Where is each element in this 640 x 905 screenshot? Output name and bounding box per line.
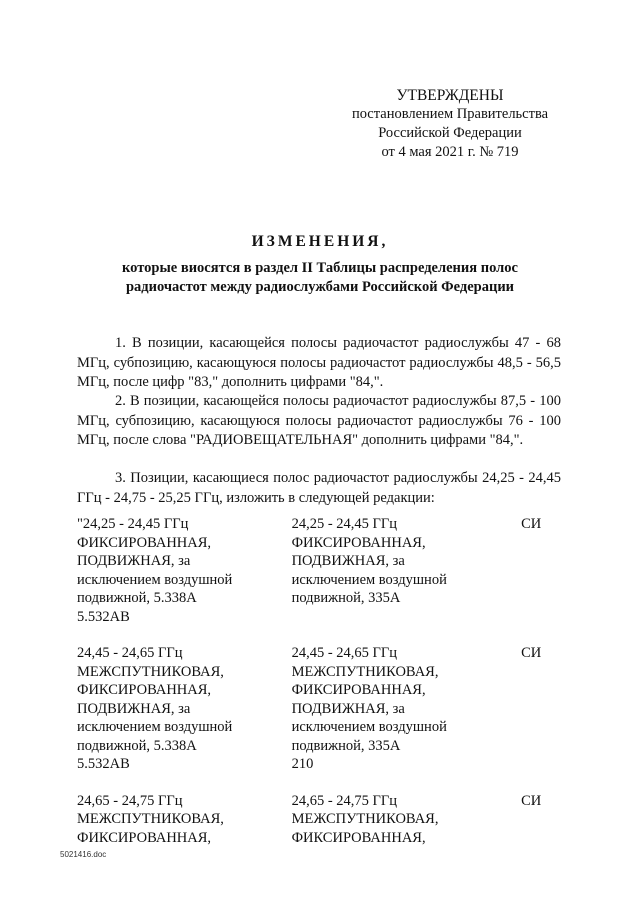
cell-line: МЕЖСПУТНИКОВАЯ, [291, 663, 439, 680]
document-title: ИЗМЕНЕНИЯ, [251, 233, 389, 250]
document-subtitle [0, 259, 640, 297]
cell-line: 24,45 - 24,65 ГГц [291, 645, 398, 661]
cell-line: подвижной, 5.338А [77, 590, 197, 606]
cell-line: подвижной, 5.338А [77, 737, 197, 754]
cell-line: подвижной, 335А [291, 590, 401, 606]
cell-current [77, 515, 292, 626]
cell-line: ПОДВИЖНАЯ, за [291, 700, 405, 717]
cell-line: ФИКСИРОВАННАЯ, [77, 829, 212, 846]
paragraph-2 [77, 392, 561, 451]
cell-national [292, 644, 522, 774]
cell-line: исключением воздушной [291, 719, 447, 735]
cell-line: ФИКСИРОВАННАЯ, [291, 829, 426, 846]
cell-line: исключением воздушной [291, 571, 447, 588]
approval-block [340, 86, 560, 162]
table-row [77, 792, 561, 848]
cell-line: подвижной, 335А [291, 737, 401, 754]
cell-line: МЕЖСПУТНИКОВАЯ, [291, 811, 439, 827]
paragraph-text: 3. Позиции, касающиеся полос радиочастот радиослужбы 24,25 - 24,45 ГГц - 24,75 - 25,25 ГГц, изложить в следующей редакции: [77, 470, 561, 506]
cell-line: 24,65 - 24,75 ГГц [291, 792, 398, 809]
cell-line: 24,25 - 24,45 ГГц [291, 516, 398, 532]
cell-line: ПОДВИЖНАЯ, за [77, 700, 191, 717]
subtitle-line: радиочастот между радиослужбами Российской Федерации [125, 279, 515, 295]
cell-national [292, 792, 522, 848]
subtitle-line: которые виосятся в раздел II Таблицы распределения полос [122, 260, 518, 276]
cell-line: МЕЖСПУТНИКОВАЯ, [77, 663, 224, 680]
approval-line: Российской Федерации [378, 125, 522, 141]
cell-line: "24,25 - 24,45 ГГц [77, 516, 189, 532]
paragraph-3 [77, 469, 561, 508]
cell-category: СИ [521, 516, 542, 532]
approval-line: постановлением Правительства [351, 106, 549, 122]
cell-line: 5.532АВ [77, 756, 130, 772]
cell-line: ФИКСИРОВАННАЯ, [291, 682, 426, 698]
cell-category: СИ [521, 792, 542, 809]
cell-line: 5.532АВ [77, 608, 130, 625]
cell-line: ФИКСИРОВАННАЯ, [77, 534, 212, 551]
cell-line: 24,65 - 24,75 ГГц [77, 792, 183, 809]
cell-line: ФИКСИРОВАННАЯ, [291, 534, 426, 551]
paragraph-text: 1. В позиции, касающейся полосы радиочастот радиослужбы 47 - 68 МГц, субпозицию, касающуюся полосы радиочастот радиослужбы 48,5 - 56,5 МГц, после цифр "83," дополнить цифрами "84,". [77, 335, 561, 390]
frequency-table [77, 515, 561, 865]
cell-category: СИ [521, 645, 542, 661]
approval-line: от 4 мая 2021 г. № 719 [381, 144, 519, 160]
table-row [77, 644, 561, 774]
file-name: 5021416.doc [60, 850, 107, 859]
paragraph-1 [77, 334, 561, 393]
cell-line: МЕЖСПУТНИКОВАЯ, [77, 811, 224, 827]
approval-title: УТВЕРЖДЕНЫ [396, 87, 504, 104]
cell-line: исключением воздушной [77, 571, 233, 588]
cell-line: 210 [291, 756, 314, 772]
cell-national [292, 515, 522, 626]
cell-line: ФИКСИРОВАННАЯ, [77, 682, 212, 698]
cell-current [77, 644, 292, 774]
paragraph-text: 2. В позиции, касающейся полосы радиочастот радиослужбы 87,5 - 100 МГц, субпозицию, касающуюся полосы радиочастот радиослужбы 76 - 100 МГц, после слова "РАДИОВЕЩАТЕЛЬНАЯ" дополнить цифрами "84,". [77, 393, 561, 448]
table-row [77, 515, 561, 626]
cell-current [77, 792, 292, 848]
cell-line: ПОДВИЖНАЯ, за [77, 553, 191, 569]
cell-line: ПОДВИЖНАЯ, за [291, 553, 405, 569]
cell-line: 24,45 - 24,65 ГГц [77, 645, 183, 661]
cell-line: исключением воздушной [77, 719, 233, 735]
